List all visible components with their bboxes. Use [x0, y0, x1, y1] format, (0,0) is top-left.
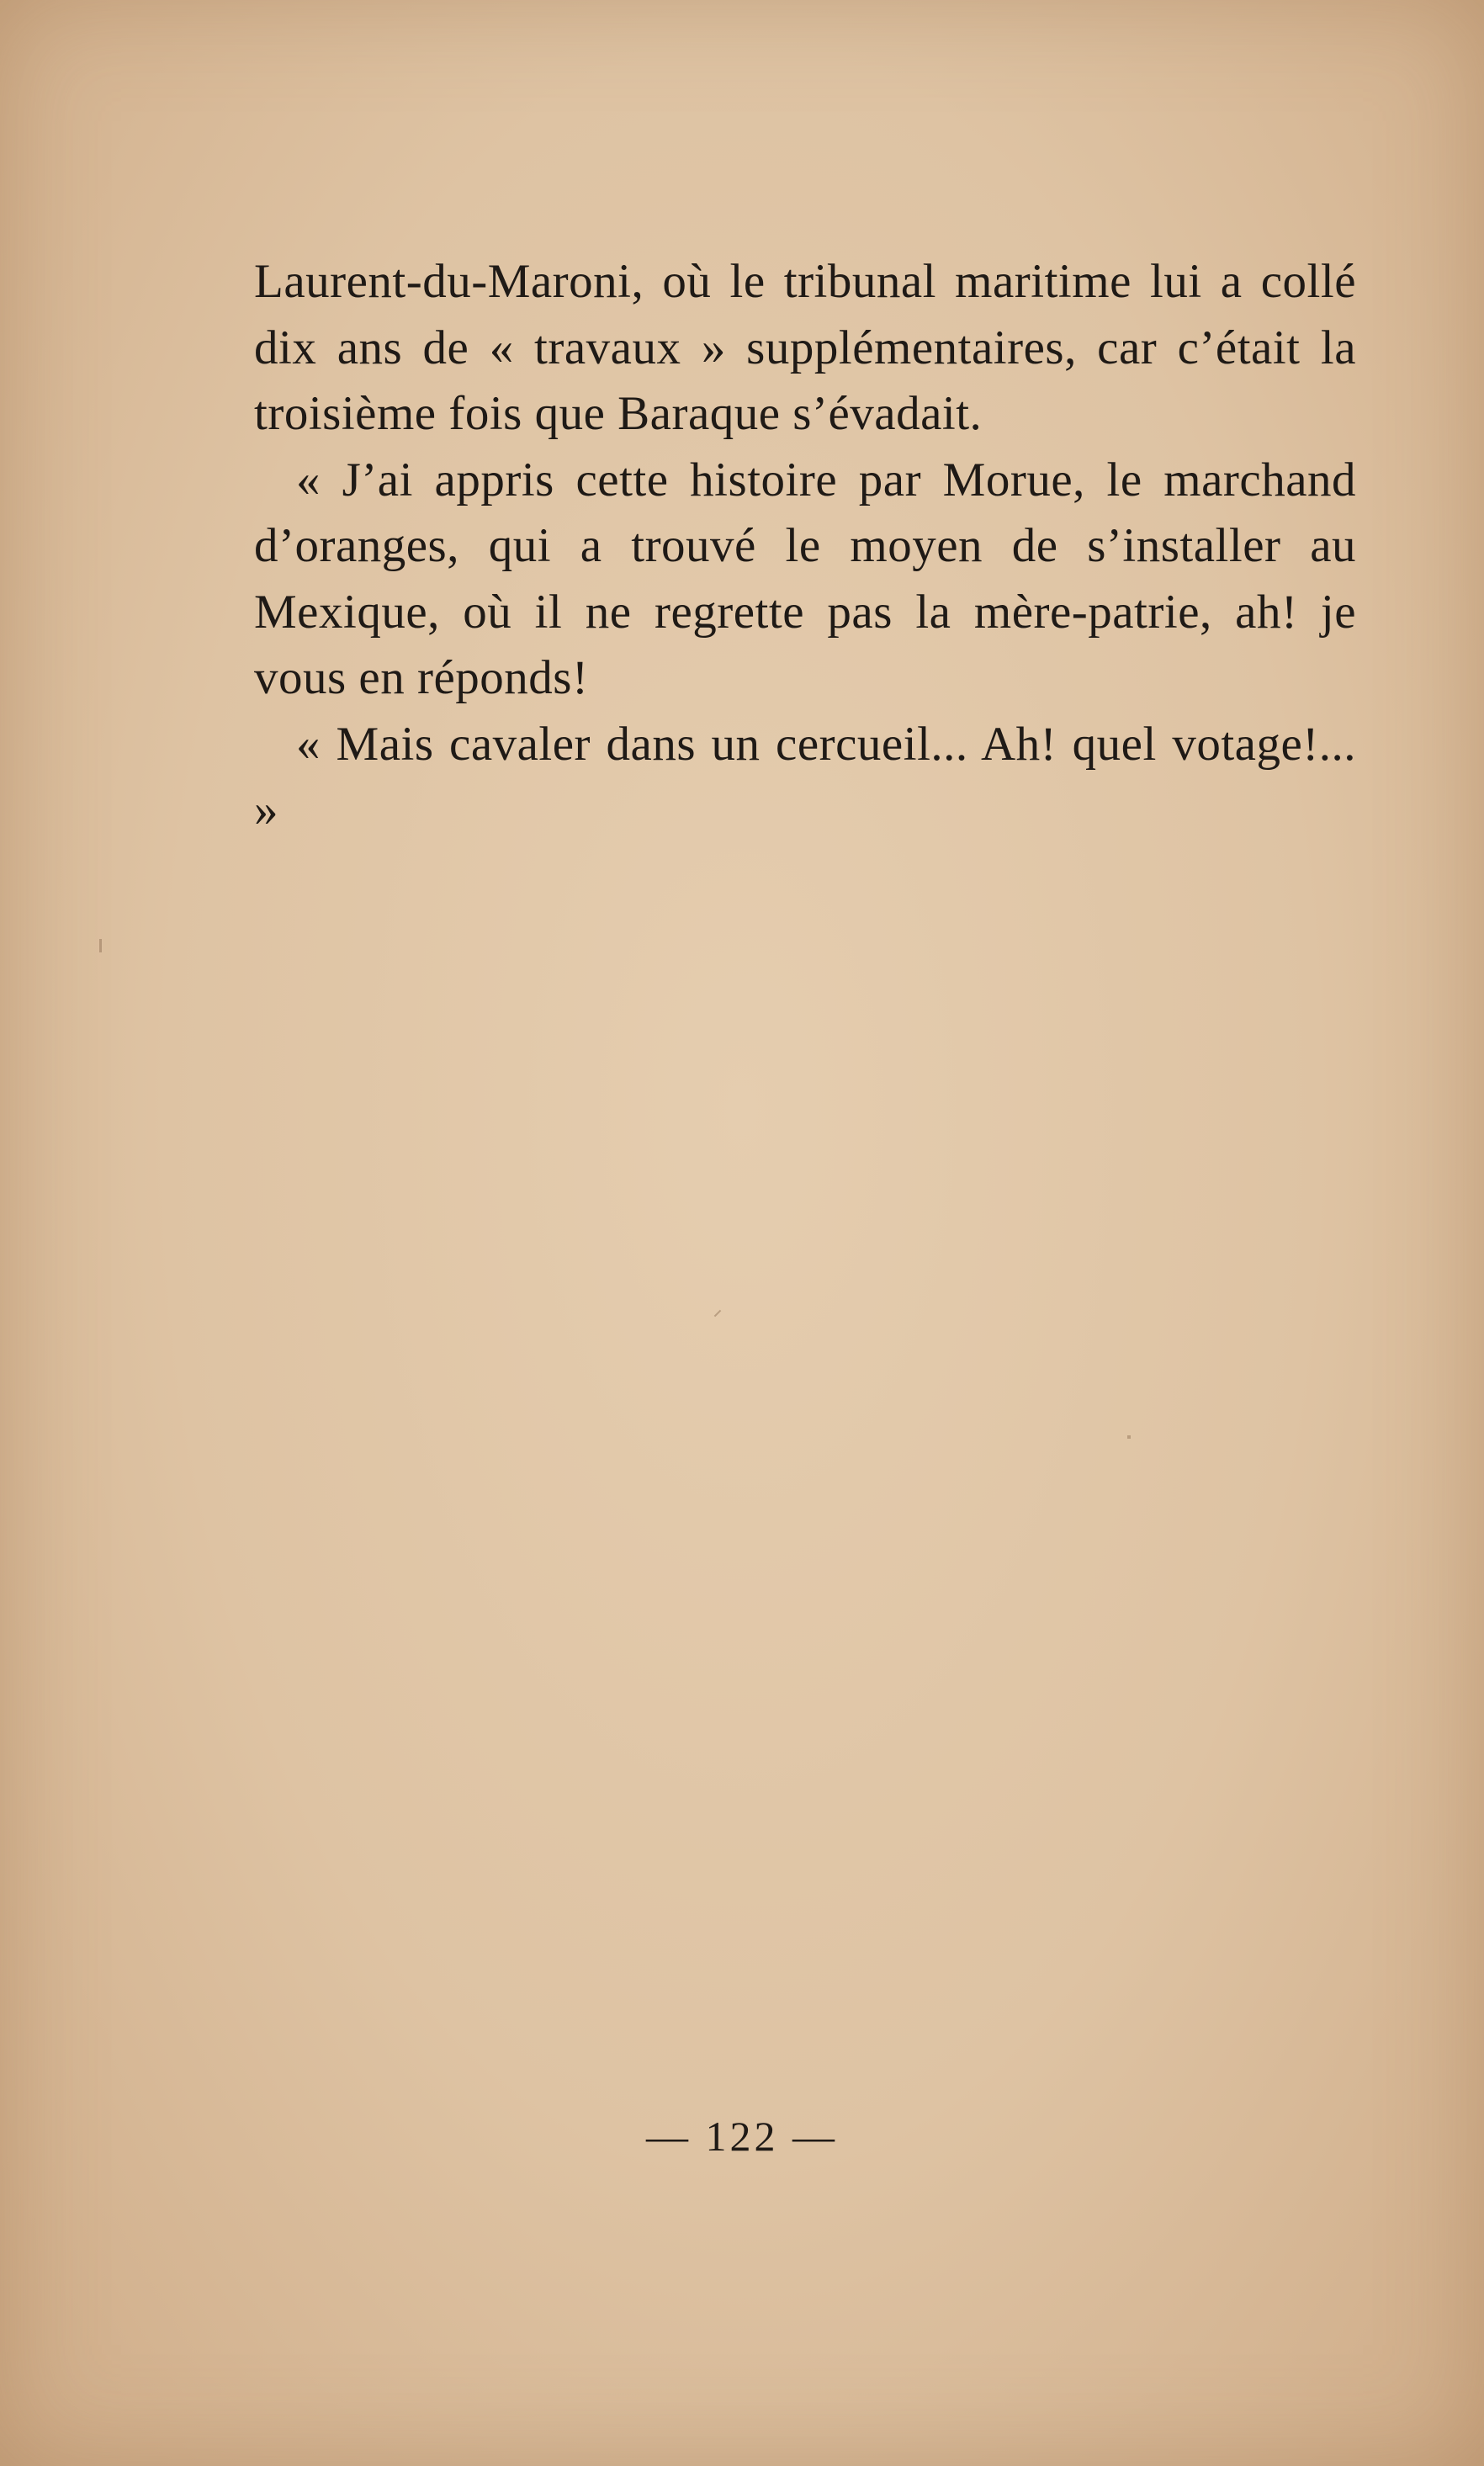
paper-speck — [714, 1310, 721, 1317]
paper-speck — [99, 939, 102, 952]
body-text — [254, 249, 1356, 844]
paragraph-escape-sentence: Laurent-du-Maroni, où le tribunal maritime lui a collé dix ans de « travaux » supplémentaires, car c’était la troisième fois que Baraque s’évadait. — [254, 255, 1356, 440]
paragraph-morue-story: « J’ai appris cette histoire par Morue, le marchand d’oranges, qui a trouvé le moyen de s’installer au Mexique, où il ne regrette pas la mère-patrie, ah! je vous en réponds! — [254, 453, 1356, 704]
paper-speck — [1127, 1435, 1131, 1439]
paragraph-coffin-exclamation: « Mais cavaler dans un cercueil... Ah! quel votage!... » — [254, 717, 1356, 836]
page-number: — 122 — — [646, 2113, 838, 2160]
